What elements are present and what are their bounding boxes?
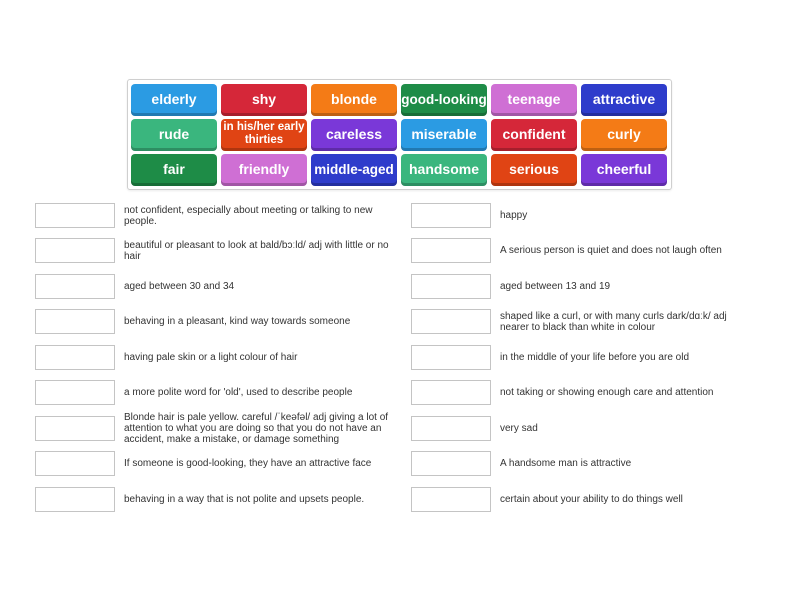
answer-slot[interactable] (35, 380, 115, 405)
answer-slot[interactable] (411, 203, 491, 228)
definition-text: beautiful or pleasant to look at bald/bɔːld/ adj with little or no hair (124, 239, 389, 262)
word-tile-careless[interactable]: careless (311, 119, 397, 151)
answer-slot[interactable] (35, 451, 115, 476)
definition-text: not taking or showing enough care and attention (500, 387, 714, 398)
definition-text: happy (500, 210, 528, 221)
definition-text: not confident, especially about meeting or talking to new people. (124, 204, 373, 227)
answer-slot[interactable] (35, 203, 115, 228)
word-tile-attractive[interactable]: attractive (581, 84, 667, 116)
word-tile-cheerful[interactable]: cheerful (581, 154, 667, 186)
word-tile-teenage[interactable]: teenage (491, 84, 577, 116)
definition-text: shaped like a curl, or with many curls dark/dɑːk/ adj nearer to black than white in colour (500, 310, 727, 333)
word-tile-early-thirties[interactable]: in his/her early thirties (221, 119, 307, 151)
word-tile-curly[interactable]: curly (581, 119, 667, 151)
word-tile-fair[interactable]: fair (131, 154, 217, 186)
definition-text: certain about your ability to do things well (500, 494, 683, 505)
word-bank (127, 79, 672, 190)
definition-text: behaving in a pleasant, kind way towards someone (124, 316, 351, 327)
word-tile-serious[interactable]: serious (491, 154, 577, 186)
answer-slot[interactable] (411, 487, 491, 512)
definition-text: Blonde hair is pale yellow. careful /ˈkeəfəl/ adj giving a lot of attention to what you are doing so that you do not have an accident, make a mistake, or damage something (124, 411, 389, 445)
answer-slot[interactable] (35, 345, 115, 370)
word-tile-middle-aged[interactable]: middle-aged (311, 154, 397, 186)
answer-slot[interactable] (411, 380, 491, 405)
definition-text: A handsome man is attractive (500, 458, 632, 469)
answer-slot[interactable] (411, 416, 491, 441)
word-tile-friendly[interactable]: friendly (221, 154, 307, 186)
word-tile-confident[interactable]: confident (491, 119, 577, 151)
answer-slot[interactable] (411, 274, 491, 299)
word-tile-miserable[interactable]: miserable (401, 119, 487, 151)
word-tile-blonde[interactable]: blonde (311, 84, 397, 116)
definition-text: having pale skin or a light colour of hair (124, 352, 298, 363)
word-tile-handsome[interactable]: handsome (401, 154, 487, 186)
answer-slot[interactable] (35, 309, 115, 334)
answer-slot[interactable] (35, 487, 115, 512)
word-tile-elderly[interactable]: elderly (131, 84, 217, 116)
definition-text: very sad (500, 423, 538, 434)
definition-text: aged between 30 and 34 (124, 281, 235, 292)
answer-slot[interactable] (411, 451, 491, 476)
answer-slot[interactable] (411, 345, 491, 370)
word-tile-shy[interactable]: shy (221, 84, 307, 116)
answer-slot[interactable] (35, 274, 115, 299)
word-tile-good-looking[interactable]: good-looking (401, 84, 487, 116)
word-tile-rude[interactable]: rude (131, 119, 217, 151)
answer-slot[interactable] (35, 416, 115, 441)
definition-text: If someone is good-looking, they have an attractive face (124, 458, 372, 469)
definition-text: behaving in a way that is not polite and upsets people. (124, 494, 365, 505)
answer-slot[interactable] (411, 238, 491, 263)
answer-slot[interactable] (35, 238, 115, 263)
definition-text: A serious person is quiet and does not laugh often (500, 245, 722, 256)
answer-slot[interactable] (411, 309, 491, 334)
definition-text: a more polite word for 'old', used to describe people (124, 387, 353, 398)
definition-text: aged between 13 and 19 (500, 281, 611, 292)
definition-text: in the middle of your life before you are old (500, 352, 689, 363)
